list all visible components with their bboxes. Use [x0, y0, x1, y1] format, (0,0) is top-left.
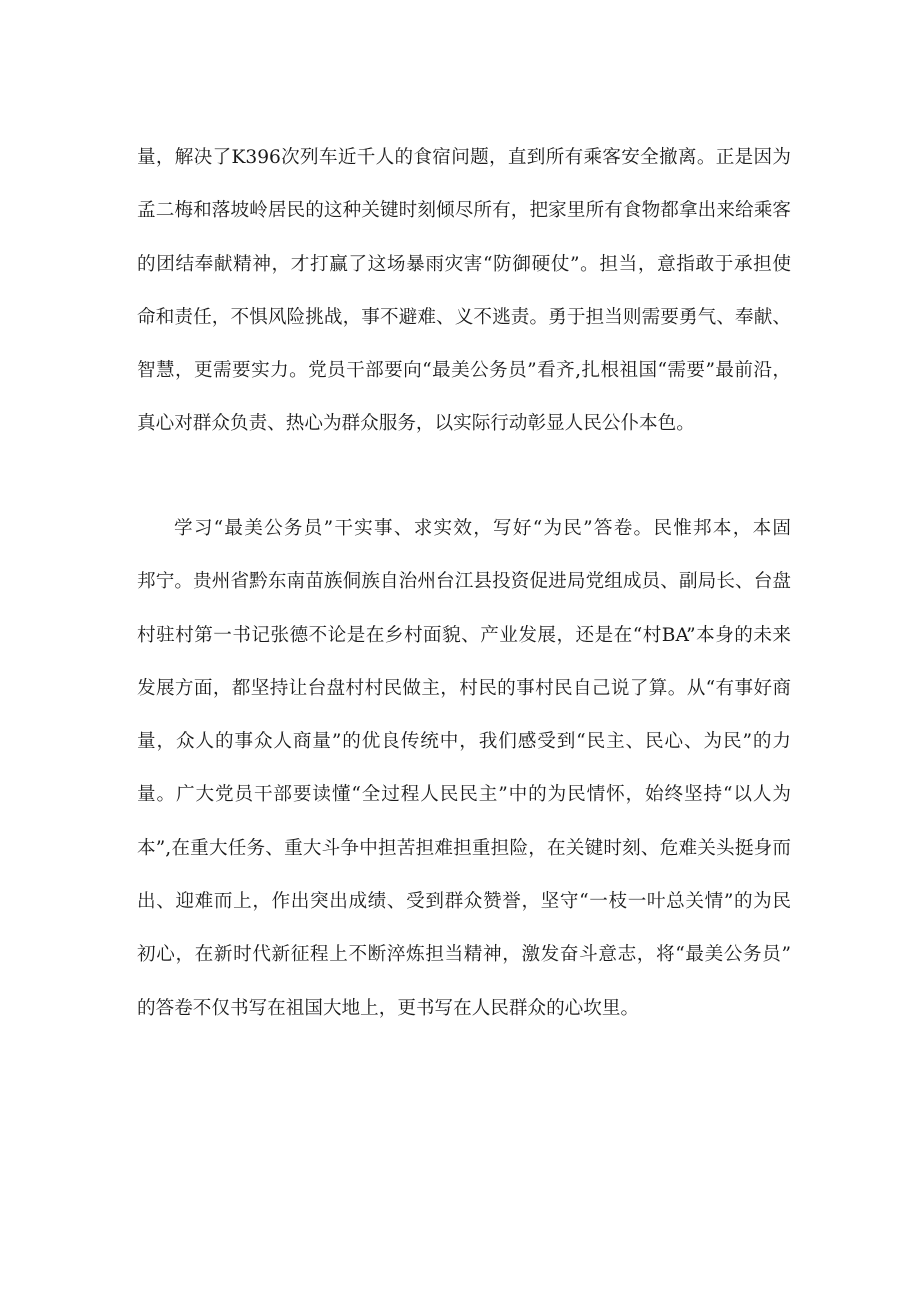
- text-line: 发展方面，都坚持让台盘村村民做主，村民的事村民自己说了算。从“有事好商: [137, 677, 791, 699]
- text-line: 学习“最美公务员”干实事、求实效，写好“为民”答卷。民惟邦本，本固: [174, 518, 791, 539]
- text-line: 邦宁。贵州省黔东南苗族侗族自治州台江县投资促进局党组成员、副局长、台盘: [137, 571, 791, 593]
- text-line: 初心，在新时代新征程上不断淬炼担当精神，激发奋斗意志，将“最美公务员”: [137, 944, 791, 966]
- text-line: 孟二梅和落坡岭居民的这种关键时刻倾尽所有，把家里所有食物都拿出来给乘客: [137, 200, 791, 222]
- text-line: 的答卷不仅书写在祖国大地上，更书写在人民群众的心坎里。: [137, 997, 640, 1019]
- text-line: 智慧，更需要实力。党员干部要向“最美公务员”看齐,扎根祖国“需要”最前沿，: [137, 360, 791, 382]
- text-line: 量。广大党员干部要读懂“全过程人民民主”中的为民情怀，始终坚持“以人为: [137, 784, 791, 806]
- text-line: 村驻村第一书记张德不论是在乡村面貌、产业发展，还是在“村BA”本身的未来: [137, 624, 791, 646]
- text-line: 命和责任，不惧风险挑战，事不避难、义不逃责。勇于担当则需要勇气、奉献、: [137, 306, 791, 328]
- paragraph-learning: [137, 509, 791, 1042]
- text-line: 本”,在重大任务、重大斗争中担苦担难担重担险，在关键时刻、危难关头挺身而: [137, 837, 791, 859]
- text-line: 量，众人的事众人商量”的优良传统中，我们感受到“民主、民心、为民”的力: [137, 731, 791, 753]
- text-line: 的团结奉献精神，才打赢了这场暴雨灾害“防御硬仗”。担当，意指敢于承担使: [137, 253, 791, 275]
- text-line: 真心对群众负责、热心为群众服务，以实际行动彰显人民公仆本色。: [137, 413, 695, 435]
- text-line: 量，解决了K396次列车近千人的食宿问题，直到所有乘客安全撤离。正是因为: [137, 147, 791, 168]
- text-line: 出、迎难而上，作出突出成绩、受到群众赞誉，坚守“一枝一叶总关情”的为民: [137, 891, 791, 913]
- paragraph-continuation: [137, 138, 791, 458]
